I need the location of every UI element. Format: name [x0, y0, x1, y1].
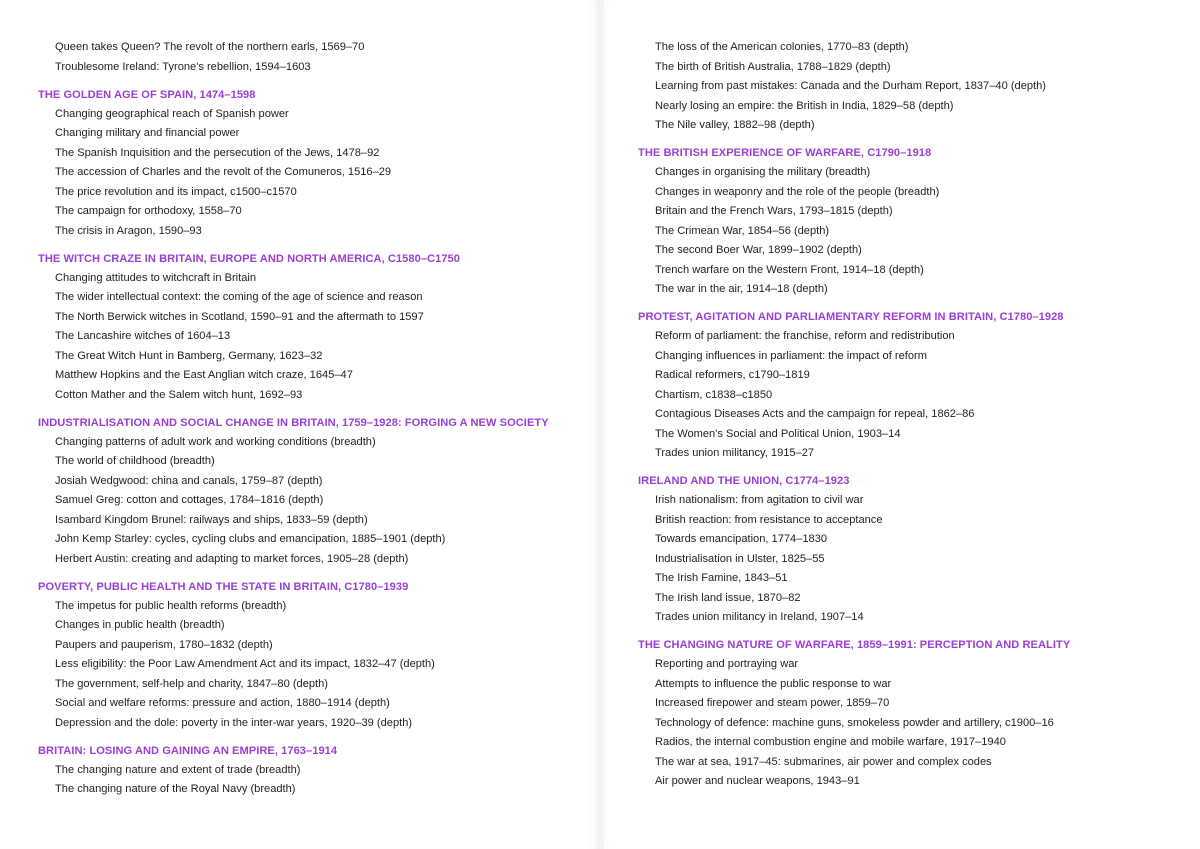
topic-item: Trades union militancy in Ireland, 1907–14	[655, 611, 864, 623]
topic-item: John Kemp Starley: cycles, cycling clubs and emancipation, 1885–1901 (depth)	[55, 533, 446, 545]
topic-item: The loss of the American colonies, 1770–83 (depth)	[655, 41, 909, 53]
topic-item: Radical reformers, c1790–1819	[655, 369, 810, 381]
topic-item: The impetus for public health reforms (breadth)	[55, 599, 287, 612]
topic-item: Air power and nuclear weapons, 1943–91	[655, 775, 860, 787]
topic-item: Herbert Austin: creating and adapting to market forces, 1905–28 (depth)	[55, 552, 409, 565]
topic-item: Social and welfare reforms: pressure and action, 1880–1914 (depth)	[55, 697, 390, 709]
topic-item: The Irish Famine, 1843–51	[655, 572, 788, 584]
section-heading: POVERTY, PUBLIC HEALTH AND THE STATE IN BRITAIN, C1780–1939	[38, 580, 409, 593]
topic-item: Radios, the internal combustion engine and mobile warfare, 1917–1940	[655, 736, 1006, 748]
topic-item: The war in the air, 1914–18 (depth)	[655, 283, 828, 295]
topic-item: Samuel Greg: cotton and cottages, 1784–1816 (depth)	[55, 494, 324, 506]
topic-item: Isambard Kingdom Brunel: railways and ships, 1833–59 (depth)	[55, 513, 368, 526]
course-section	[638, 307, 1188, 464]
course-section	[638, 471, 1188, 628]
topic-item: The war at sea, 1917–45: submarines, air power and complex codes	[655, 755, 992, 768]
topic-item: Chartism, c1838–c1850	[655, 388, 773, 401]
section-heading: THE GOLDEN AGE OF SPAIN, 1474–1598	[38, 88, 256, 101]
right-page	[600, 0, 1200, 849]
course-section	[38, 741, 588, 800]
topic-item: Increased firepower and steam power, 1859–70	[655, 697, 890, 709]
topic-item: The second Boer War, 1899–1902 (depth)	[655, 244, 862, 256]
course-section	[638, 635, 1188, 792]
topic-item: Changing influences in parliament: the impact of reform	[655, 349, 927, 362]
topic-item: The price revolution and its impact, c1500–c1570	[55, 185, 297, 198]
topic-item: The crisis in Aragon, 1590–93	[55, 224, 202, 237]
topic-item: The Crimean War, 1854–56 (depth)	[655, 224, 830, 237]
topic-item: Irish nationalism: from agitation to civil war	[655, 494, 864, 506]
course-section	[38, 249, 588, 406]
topic-item: Trades union militancy, 1915–27	[655, 447, 815, 459]
topic-item: The Spanish Inquisition and the persecution of the Jews, 1478–92	[55, 146, 380, 159]
topic-item: The changing nature of the Royal Navy (breadth)	[55, 783, 296, 795]
topic-item: The changing nature and extent of trade (breadth)	[55, 763, 301, 776]
section-heading: THE CHANGING NATURE OF WARFARE, 1859–1991: PERCEPTION AND REALITY	[638, 639, 1071, 651]
topic-item: Josiah Wedgwood: china and canals, 1759–87 (depth)	[55, 474, 323, 487]
topic-item: Changes in organising the military (breadth)	[655, 166, 871, 178]
topic-item: Cotton Mather and the Salem witch hunt, 1692–93	[55, 388, 303, 401]
topic-item: Queen takes Queen? The revolt of the northern earls, 1569–70	[55, 41, 365, 53]
topic-item: Towards emancipation, 1774–1830	[655, 533, 828, 545]
section-heading: THE WITCH CRAZE IN BRITAIN, EUROPE AND NORTH AMERICA, C1580–C1750	[38, 252, 460, 265]
topic-item: Depression and the dole: poverty in the inter-war years, 1920–39 (depth)	[55, 716, 413, 729]
topic-item: The Nile valley, 1882–98 (depth)	[655, 119, 815, 131]
topic-item: Changes in public health (breadth)	[55, 619, 225, 631]
course-section	[638, 143, 1188, 300]
topic-item: Reform of parliament: the franchise, reform and redistribution	[655, 330, 955, 342]
topic-item: The Great Witch Hunt in Bamberg, Germany, 1623–32	[55, 349, 323, 362]
section-heading: BRITAIN: LOSING AND GAINING AN EMPIRE, 1763–1914	[38, 744, 338, 757]
topic-item: Reporting and portraying war	[655, 658, 799, 670]
topic-item: The birth of British Australia, 1788–1829 (depth)	[655, 60, 891, 73]
topic-item: Industrialisation in Ulster, 1825–55	[655, 552, 825, 565]
course-section	[38, 413, 588, 570]
topic-item: The accession of Charles and the revolt of the Comuneros, 1516–29	[55, 166, 392, 178]
topic-item: Attempts to influence the public response to war	[655, 677, 892, 690]
topic-item: The government, self-help and charity, 1847–80 (depth)	[55, 677, 328, 690]
topic-item: The North Berwick witches in Scotland, 1590–91 and the aftermath to 1597	[55, 310, 424, 323]
topic-item: Changing patterns of adult work and working conditions (breadth)	[55, 435, 376, 448]
topic-item: Britain and the French Wars, 1793–1815 (depth)	[655, 205, 893, 217]
topic-item: Less eligibility: the Poor Law Amendment Act and its impact, 1832–47 (depth)	[55, 658, 435, 670]
topic-item: Changes in weaponry and the role of the people (breadth)	[655, 185, 940, 198]
topic-item: Matthew Hopkins and the East Anglian witch craze, 1645–47	[55, 369, 353, 381]
section-heading: INDUSTRIALISATION AND SOCIAL CHANGE IN BRITAIN, 1759–1928: FORGING A NEW SOCIETY	[38, 416, 549, 429]
topic-item: Nearly losing an empire: the British in India, 1829–58 (depth)	[655, 99, 954, 112]
continued-topic-list	[638, 38, 1188, 136]
topic-item: Technology of defence: machine guns, smokeless powder and artillery, c1900–16	[655, 716, 1054, 729]
topic-item: Contagious Diseases Acts and the campaign for repeal, 1862–86	[655, 408, 975, 420]
course-section	[38, 85, 588, 242]
topic-item: Changing geographical reach of Spanish power	[55, 107, 289, 120]
topic-item: Troublesome Ireland: Tyrone's rebellion, 1594–1603	[55, 60, 311, 73]
topic-item: The wider intellectual context: the coming of the age of science and reason	[55, 291, 423, 303]
left-page-content	[38, 38, 588, 800]
topic-item: Changing military and financial power	[55, 127, 240, 139]
section-heading: THE BRITISH EXPERIENCE OF WARFARE, C1790–1918	[638, 147, 932, 159]
topic-item: Trench warfare on the Western Front, 1914–18 (depth)	[655, 263, 924, 276]
course-section	[38, 577, 588, 734]
topic-item: The world of childhood (breadth)	[55, 455, 215, 467]
section-heading: IRELAND AND THE UNION, C1774–1923	[638, 475, 850, 487]
topic-item: The Irish land issue, 1870–82	[655, 591, 801, 604]
topic-item: The Women's Social and Political Union, 1903–14	[655, 427, 901, 440]
topic-item: The campaign for orthodoxy, 1558–70	[55, 205, 242, 217]
topic-item: Changing attitudes to witchcraft in Britain	[55, 271, 257, 284]
topic-item: Paupers and pauperism, 1780–1832 (depth)	[55, 638, 273, 651]
topic-item: Learning from past mistakes: Canada and the Durham Report, 1837–40 (depth)	[655, 80, 1046, 92]
topic-item: British reaction: from resistance to acceptance	[655, 513, 883, 526]
right-page-content	[638, 38, 1188, 792]
continued-topic-list	[38, 38, 588, 77]
topic-item: The Lancashire witches of 1604–13	[55, 330, 231, 342]
section-heading: PROTEST, AGITATION AND PARLIAMENTARY REFORM IN BRITAIN, C1780–1928	[638, 311, 1064, 323]
